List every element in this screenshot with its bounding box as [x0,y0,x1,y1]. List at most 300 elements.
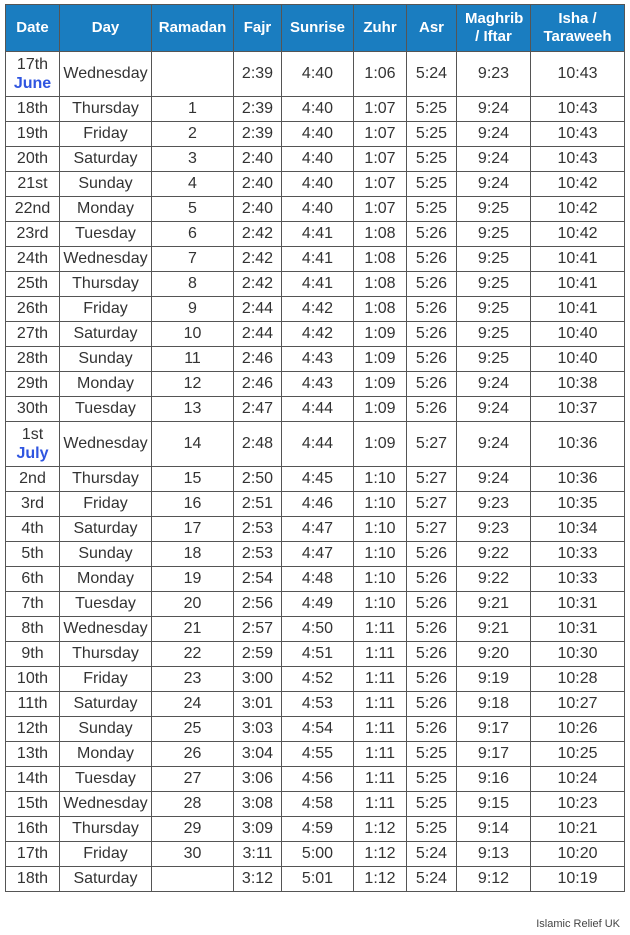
cell-fajr: 2:40 [234,172,282,197]
cell-sunrise: 4:44 [282,397,354,422]
cell-ramadan: 6 [152,222,234,247]
cell-ramadan: 19 [152,567,234,592]
date-text: 2nd [19,470,46,487]
cell-zuhr: 1:11 [354,642,407,667]
cell-asr: 5:26 [407,222,457,247]
cell-ramadan: 30 [152,842,234,867]
cell-sunrise: 4:47 [282,542,354,567]
cell-zuhr: 1:09 [354,322,407,347]
cell-isha: 10:33 [531,567,625,592]
cell-sunrise: 4:40 [282,197,354,222]
cell-isha: 10:43 [531,147,625,172]
cell-ramadan: 17 [152,517,234,542]
cell-sunrise: 4:40 [282,147,354,172]
cell-ramadan: 8 [152,272,234,297]
cell-day: Friday [60,297,152,322]
cell-maghrib: 9:25 [457,272,531,297]
cell-isha: 10:37 [531,397,625,422]
date-text: 8th [21,620,44,637]
table-row [6,197,625,222]
cell-sunrise: 4:43 [282,372,354,397]
cell-isha: 10:43 [531,122,625,147]
header-day: Day [60,5,152,52]
cell-maghrib: 9:23 [457,52,531,97]
cell-asr: 5:26 [407,272,457,297]
cell-zuhr: 1:07 [354,147,407,172]
table-row [6,767,625,792]
cell-date [6,372,60,397]
cell-asr: 5:24 [407,867,457,892]
cell-day: Saturday [60,517,152,542]
cell-zuhr: 1:12 [354,817,407,842]
cell-date [6,52,60,97]
table-row [6,567,625,592]
date-text: 11th [17,695,48,712]
cell-date [6,467,60,492]
cell-day: Friday [60,667,152,692]
cell-day: Wednesday [60,617,152,642]
cell-fajr: 2:39 [234,52,282,97]
cell-day: Tuesday [60,222,152,247]
cell-isha: 10:24 [531,767,625,792]
table-row [6,617,625,642]
date-text: 27th [16,325,49,342]
table-row [6,347,625,372]
cell-day: Sunday [60,347,152,372]
date-text: 22nd [14,200,51,217]
cell-isha: 10:27 [531,692,625,717]
table-row [6,717,625,742]
cell-asr: 5:26 [407,667,457,692]
date-text: 29th [16,375,49,392]
cell-fajr: 2:47 [234,397,282,422]
cell-ramadan: 20 [152,592,234,617]
cell-maghrib: 9:12 [457,867,531,892]
cell-zuhr: 1:11 [354,767,407,792]
date-text: 10th [16,670,49,687]
cell-asr: 5:26 [407,347,457,372]
cell-isha: 10:41 [531,247,625,272]
cell-maghrib: 9:24 [457,372,531,397]
cell-fajr: 2:39 [234,122,282,147]
header-date: Date [6,5,60,52]
date-text: 21st [17,175,48,192]
cell-asr: 5:26 [407,642,457,667]
cell-ramadan: 23 [152,667,234,692]
cell-sunrise: 4:44 [282,422,354,467]
cell-ramadan: 2 [152,122,234,147]
cell-asr: 5:27 [407,517,457,542]
cell-day: Tuesday [60,592,152,617]
cell-zuhr: 1:08 [354,272,407,297]
cell-date [6,717,60,742]
cell-asr: 5:25 [407,767,457,792]
cell-day: Friday [60,492,152,517]
cell-day: Wednesday [60,52,152,97]
cell-ramadan: 3 [152,147,234,172]
cell-fajr: 2:48 [234,422,282,467]
cell-fajr: 3:08 [234,792,282,817]
cell-maghrib: 9:17 [457,742,531,767]
date-text: 9th [21,645,44,662]
cell-fajr: 2:42 [234,247,282,272]
date-text: 1st [21,426,44,443]
cell-zuhr: 1:09 [354,347,407,372]
cell-asr: 5:26 [407,567,457,592]
cell-day: Thursday [60,467,152,492]
cell-maghrib: 9:25 [457,247,531,272]
cell-ramadan: 25 [152,717,234,742]
table-row [6,692,625,717]
cell-date [6,347,60,372]
header-maghrib: Maghrib / Iftar [457,5,531,52]
cell-zuhr: 1:09 [354,397,407,422]
cell-ramadan: 9 [152,297,234,322]
cell-fajr: 3:11 [234,842,282,867]
table-row [6,172,625,197]
cell-date [6,867,60,892]
cell-sunrise: 4:42 [282,297,354,322]
cell-date [6,172,60,197]
header-sunrise: Sunrise [282,5,354,52]
cell-date [6,247,60,272]
cell-ramadan [152,867,234,892]
cell-zuhr: 1:11 [354,742,407,767]
cell-asr: 5:26 [407,397,457,422]
date-text: 14th [16,770,49,787]
cell-zuhr: 1:08 [354,297,407,322]
cell-date [6,792,60,817]
cell-asr: 5:27 [407,467,457,492]
header-row [6,5,625,52]
cell-ramadan: 16 [152,492,234,517]
cell-maghrib: 9:19 [457,667,531,692]
table-row [6,817,625,842]
cell-day: Sunday [60,172,152,197]
date-text: 17th [16,56,49,73]
date-text: 6th [21,570,44,587]
cell-fajr: 3:04 [234,742,282,767]
cell-isha: 10:28 [531,667,625,692]
cell-maghrib: 9:24 [457,397,531,422]
cell-maghrib: 9:13 [457,842,531,867]
cell-asr: 5:25 [407,817,457,842]
cell-asr: 5:25 [407,792,457,817]
cell-zuhr: 1:07 [354,122,407,147]
cell-zuhr: 1:09 [354,372,407,397]
cell-sunrise: 4:49 [282,592,354,617]
cell-day: Wednesday [60,792,152,817]
cell-day: Tuesday [60,397,152,422]
cell-maghrib: 9:24 [457,122,531,147]
table-row [6,842,625,867]
cell-fajr: 2:46 [234,372,282,397]
cell-ramadan: 10 [152,322,234,347]
date-text: 17th [16,845,49,862]
cell-asr: 5:26 [407,592,457,617]
table-row [6,272,625,297]
date-text: 5th [21,545,44,562]
cell-sunrise: 4:40 [282,97,354,122]
cell-asr: 5:25 [407,197,457,222]
cell-asr: 5:24 [407,52,457,97]
cell-fajr: 2:51 [234,492,282,517]
cell-date [6,147,60,172]
date-text: 18th [16,870,49,887]
cell-date [6,197,60,222]
cell-date [6,517,60,542]
cell-zuhr: 1:12 [354,867,407,892]
cell-fajr: 3:09 [234,817,282,842]
cell-asr: 5:26 [407,542,457,567]
table-row [6,642,625,667]
table-row [6,297,625,322]
cell-isha: 10:21 [531,817,625,842]
cell-fajr: 2:57 [234,617,282,642]
header-zuhr: Zuhr [354,5,407,52]
cell-maghrib: 9:24 [457,467,531,492]
cell-isha: 10:38 [531,372,625,397]
cell-sunrise: 4:40 [282,172,354,197]
cell-isha: 10:43 [531,52,625,97]
cell-maghrib: 9:25 [457,297,531,322]
cell-maghrib: 9:24 [457,97,531,122]
cell-isha: 10:34 [531,517,625,542]
cell-day: Wednesday [60,247,152,272]
cell-isha: 10:40 [531,347,625,372]
header-fajr: Fajr [234,5,282,52]
cell-fajr: 2:50 [234,467,282,492]
cell-sunrise: 4:52 [282,667,354,692]
cell-fajr: 2:53 [234,517,282,542]
cell-isha: 10:26 [531,717,625,742]
cell-fajr: 2:40 [234,147,282,172]
cell-isha: 10:30 [531,642,625,667]
cell-fajr: 3:03 [234,717,282,742]
table-row [6,97,625,122]
cell-ramadan: 11 [152,347,234,372]
cell-asr: 5:25 [407,97,457,122]
cell-day: Monday [60,197,152,222]
cell-fajr: 3:06 [234,767,282,792]
table-row [6,52,625,97]
cell-fajr: 2:56 [234,592,282,617]
cell-zuhr: 1:11 [354,717,407,742]
cell-day: Saturday [60,867,152,892]
cell-ramadan: 29 [152,817,234,842]
cell-zuhr: 1:06 [354,52,407,97]
cell-asr: 5:27 [407,492,457,517]
cell-ramadan: 5 [152,197,234,222]
cell-asr: 5:25 [407,122,457,147]
month-label: June [13,75,52,92]
cell-sunrise: 4:41 [282,222,354,247]
table-row [6,742,625,767]
cell-asr: 5:26 [407,692,457,717]
cell-ramadan: 15 [152,467,234,492]
table-row [6,372,625,397]
cell-day: Sunday [60,717,152,742]
cell-day: Sunday [60,542,152,567]
cell-zuhr: 1:10 [354,467,407,492]
cell-asr: 5:25 [407,172,457,197]
cell-date [6,322,60,347]
table-row [6,517,625,542]
cell-zuhr: 1:08 [354,247,407,272]
cell-asr: 5:24 [407,842,457,867]
cell-fajr: 2:44 [234,297,282,322]
cell-ramadan: 7 [152,247,234,272]
date-text: 13th [16,745,49,762]
cell-sunrise: 4:42 [282,322,354,347]
date-text: 24th [16,250,49,267]
cell-isha: 10:23 [531,792,625,817]
cell-fajr: 2:39 [234,97,282,122]
cell-day: Thursday [60,97,152,122]
table-row [6,867,625,892]
cell-zuhr: 1:08 [354,222,407,247]
cell-zuhr: 1:07 [354,197,407,222]
table-row [6,222,625,247]
cell-asr: 5:26 [407,717,457,742]
cell-fajr: 2:42 [234,222,282,247]
cell-sunrise: 4:47 [282,517,354,542]
cell-date [6,222,60,247]
cell-zuhr: 1:07 [354,97,407,122]
cell-ramadan: 14 [152,422,234,467]
cell-day: Saturday [60,147,152,172]
cell-date [6,817,60,842]
cell-ramadan: 18 [152,542,234,567]
cell-isha: 10:42 [531,222,625,247]
cell-day: Monday [60,742,152,767]
cell-maghrib: 9:16 [457,767,531,792]
cell-fajr: 2:40 [234,197,282,222]
cell-fajr: 2:59 [234,642,282,667]
cell-date [6,122,60,147]
cell-isha: 10:41 [531,297,625,322]
cell-asr: 5:26 [407,322,457,347]
header-ramadan: Ramadan [152,5,234,52]
cell-date [6,97,60,122]
cell-isha: 10:36 [531,422,625,467]
cell-isha: 10:40 [531,322,625,347]
cell-day: Friday [60,122,152,147]
cell-maghrib: 9:21 [457,592,531,617]
cell-isha: 10:25 [531,742,625,767]
cell-isha: 10:35 [531,492,625,517]
cell-date [6,742,60,767]
date-text: 16th [16,820,49,837]
cell-sunrise: 4:54 [282,717,354,742]
cell-fajr: 2:42 [234,272,282,297]
cell-isha: 10:31 [531,592,625,617]
cell-sunrise: 4:53 [282,692,354,717]
cell-zuhr: 1:10 [354,542,407,567]
source-credit: Islamic Relief UK [536,918,620,930]
cell-ramadan: 12 [152,372,234,397]
date-text: 26th [16,300,49,317]
table-row [6,147,625,172]
cell-asr: 5:25 [407,147,457,172]
cell-sunrise: 4:41 [282,247,354,272]
cell-sunrise: 4:59 [282,817,354,842]
cell-maghrib: 9:23 [457,492,531,517]
table-row [6,467,625,492]
cell-maghrib: 9:25 [457,347,531,372]
cell-isha: 10:41 [531,272,625,297]
cell-fajr: 2:46 [234,347,282,372]
cell-isha: 10:42 [531,172,625,197]
cell-ramadan: 21 [152,617,234,642]
cell-day: Monday [60,567,152,592]
cell-maghrib: 9:24 [457,172,531,197]
ramadan-timetable [5,4,625,892]
table-row [6,247,625,272]
table-row [6,422,625,467]
table-row [6,322,625,347]
cell-date [6,567,60,592]
cell-sunrise: 4:41 [282,272,354,297]
cell-maghrib: 9:25 [457,222,531,247]
cell-fajr: 2:54 [234,567,282,592]
cell-date [6,842,60,867]
date-text: 25th [16,275,49,292]
cell-maghrib: 9:24 [457,422,531,467]
timetable-body [6,52,625,892]
cell-fajr: 3:01 [234,692,282,717]
cell-isha: 10:42 [531,197,625,222]
cell-maghrib: 9:22 [457,542,531,567]
table-row [6,792,625,817]
cell-zuhr: 1:11 [354,667,407,692]
cell-ramadan: 4 [152,172,234,197]
table-row [6,667,625,692]
cell-sunrise: 4:58 [282,792,354,817]
cell-isha: 10:36 [531,467,625,492]
table-row [6,492,625,517]
cell-ramadan: 24 [152,692,234,717]
cell-fajr: 2:44 [234,322,282,347]
date-text: 4th [21,520,44,537]
cell-sunrise: 4:40 [282,122,354,147]
date-text: 3rd [20,495,45,512]
cell-asr: 5:25 [407,742,457,767]
cell-zuhr: 1:07 [354,172,407,197]
cell-zuhr: 1:10 [354,517,407,542]
cell-isha: 10:43 [531,97,625,122]
cell-date [6,272,60,297]
cell-day: Wednesday [60,422,152,467]
table-row [6,592,625,617]
cell-date [6,297,60,322]
cell-maghrib: 9:23 [457,517,531,542]
cell-date [6,492,60,517]
cell-maghrib: 9:25 [457,322,531,347]
cell-day: Thursday [60,272,152,297]
cell-ramadan: 13 [152,397,234,422]
cell-ramadan: 22 [152,642,234,667]
cell-sunrise: 5:01 [282,867,354,892]
cell-zuhr: 1:11 [354,792,407,817]
cell-asr: 5:26 [407,297,457,322]
cell-date [6,642,60,667]
date-text: 19th [16,125,49,142]
cell-sunrise: 4:55 [282,742,354,767]
cell-day: Friday [60,842,152,867]
cell-isha: 10:31 [531,617,625,642]
date-text: 30th [16,400,49,417]
